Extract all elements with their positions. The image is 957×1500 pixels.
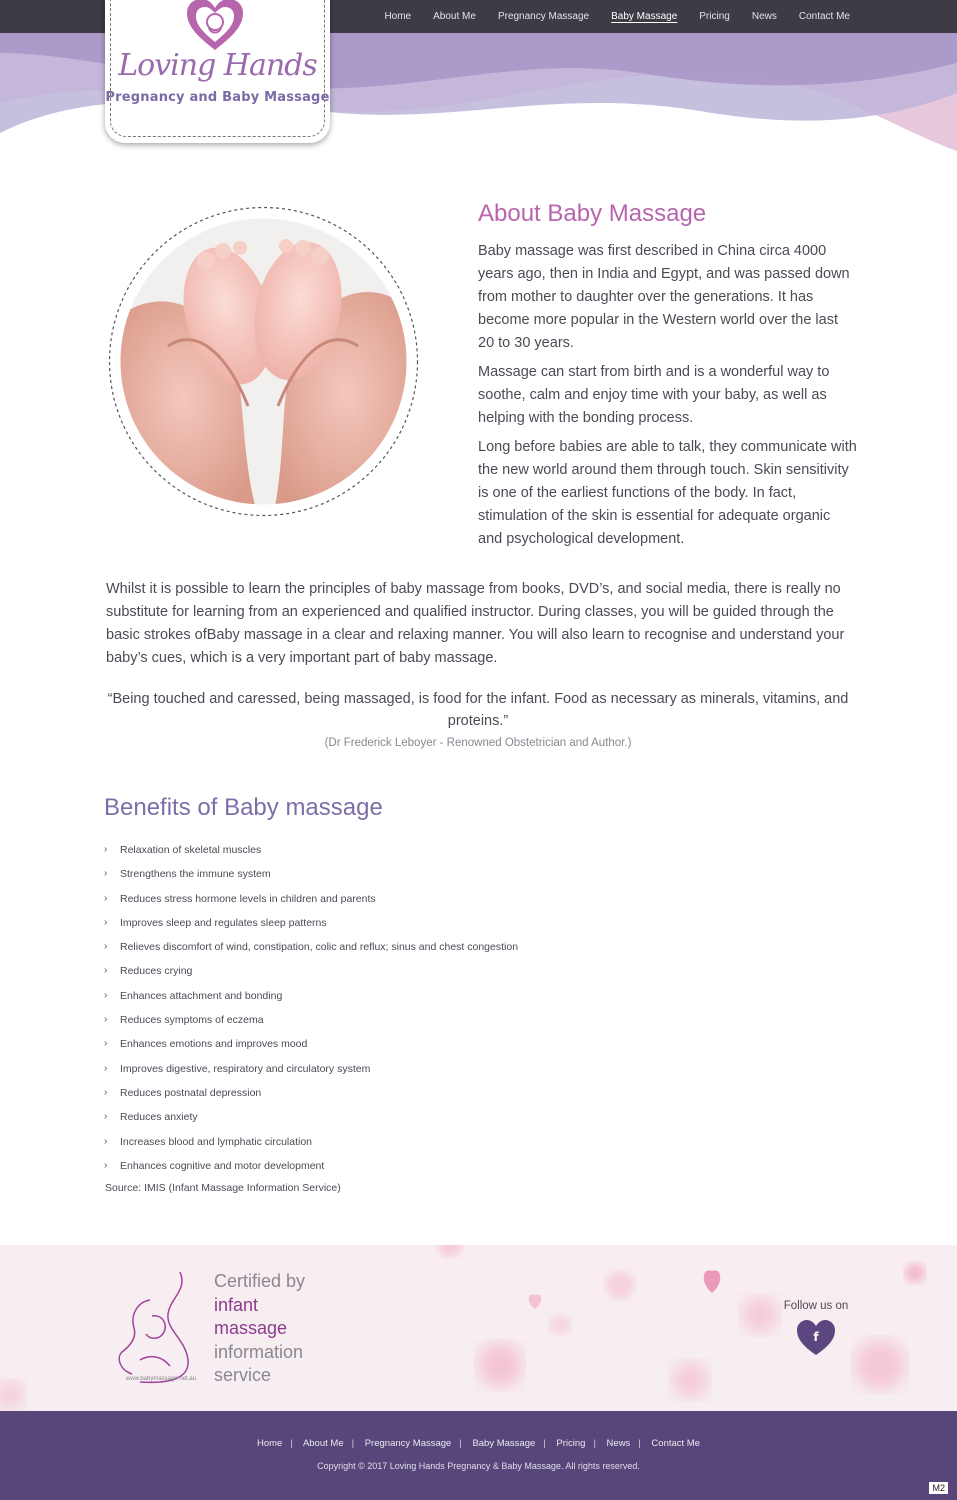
footer-separator: | bbox=[593, 1438, 596, 1449]
about-paragraph: Massage can start from birth and is a wonderful way to soothe, calm and enjoy time with your baby, as well as helping with the bonding process. bbox=[478, 364, 830, 426]
quote-citation: (Dr Frederick Leboyer - Renowned Obstetrician and Author.) bbox=[324, 737, 632, 749]
nav-home[interactable]: Home bbox=[384, 11, 412, 22]
list-item bbox=[104, 1130, 518, 1154]
copyright-text: Copyright © 2017 Loving Hands Pregnancy & Baby Massage. All rights reserved. bbox=[317, 1461, 640, 1471]
list-item bbox=[104, 1008, 518, 1032]
list-item bbox=[104, 1032, 518, 1056]
footer-separator: | bbox=[459, 1438, 462, 1449]
chevron-right-icon: › bbox=[104, 1111, 108, 1123]
nav-baby-massage[interactable]: Baby Massage bbox=[611, 11, 678, 22]
version-badge: M2 bbox=[929, 1482, 948, 1494]
chevron-right-icon: › bbox=[104, 1159, 108, 1171]
certified-line: information bbox=[214, 1341, 304, 1362]
heart-logo-icon bbox=[185, 0, 245, 52]
footer-nav bbox=[0, 1438, 957, 1449]
list-item-text: Relieves discomfort of wind, constipation, colic and reflux; sinus and chest congestion bbox=[120, 941, 519, 954]
chevron-right-icon: › bbox=[104, 965, 108, 977]
list-item bbox=[104, 1057, 518, 1081]
list-item bbox=[104, 838, 518, 862]
chevron-right-icon: › bbox=[104, 916, 108, 928]
chevron-right-icon: › bbox=[104, 1135, 108, 1147]
list-item-text: Enhances attachment and bonding bbox=[120, 989, 283, 1002]
benefits-title: Benefits of Baby massage bbox=[104, 794, 383, 821]
certified-line: infant bbox=[214, 1294, 259, 1315]
facebook-heart-button[interactable] bbox=[796, 1320, 836, 1356]
list-item bbox=[104, 935, 518, 959]
chevron-right-icon: › bbox=[104, 892, 108, 904]
certified-text bbox=[214, 1270, 305, 1388]
list-item bbox=[104, 984, 518, 1008]
list-item bbox=[104, 862, 518, 886]
list-item bbox=[104, 959, 518, 983]
about-text bbox=[478, 240, 858, 557]
benefits-list bbox=[104, 838, 518, 1178]
about-paragraph: Long before babies are able to talk, they communicate with the new world around them through touch. Skin sensitivity is one of the earliest functions of the body. In fact, stimulation of the skin is essential for adequate organic and psychological development. bbox=[478, 439, 857, 547]
site-footer bbox=[0, 1411, 957, 1500]
chevron-right-icon: › bbox=[104, 868, 108, 880]
facebook-icon: f bbox=[813, 1330, 819, 1344]
list-item bbox=[104, 1105, 518, 1129]
footer-link-about-me[interactable]: About Me bbox=[302, 1438, 344, 1449]
logo-script-text: Loving Hands bbox=[118, 48, 317, 83]
list-item-text: Reduces crying bbox=[120, 965, 193, 978]
footer-link-news[interactable]: News bbox=[606, 1438, 631, 1449]
footer-link-home[interactable]: Home bbox=[257, 1438, 283, 1449]
chevron-right-icon: › bbox=[104, 1014, 108, 1026]
list-item-text: Improves digestive, respiratory and circulatory system bbox=[120, 1062, 371, 1075]
main-nav bbox=[373, 0, 861, 33]
list-item bbox=[104, 887, 518, 911]
chevron-right-icon: › bbox=[104, 1038, 108, 1050]
list-item bbox=[104, 911, 518, 935]
benefits-source: Source: IMIS (Infant Massage Information Service) bbox=[105, 1182, 341, 1194]
footer-separator: | bbox=[290, 1438, 293, 1449]
nav-about-me[interactable]: About Me bbox=[433, 11, 476, 22]
chevron-right-icon: › bbox=[104, 941, 108, 953]
footer-separator: | bbox=[543, 1438, 546, 1449]
list-item-text: Reduces anxiety bbox=[120, 1111, 198, 1124]
about-title: About Baby Massage bbox=[478, 200, 707, 227]
certified-line: service bbox=[214, 1365, 272, 1385]
follow-us-label: Follow us on bbox=[783, 1300, 849, 1312]
footer-link-contact-me[interactable]: Contact Me bbox=[651, 1438, 700, 1449]
quote-text: “Being touched and caressed, being massaged, is food for the infant. Food as necessary as minerals, vitamins, and proteins.” bbox=[107, 691, 849, 729]
list-item-text: Enhances cognitive and motor development bbox=[120, 1159, 325, 1172]
list-item-text: Improves sleep and regulates sleep patterns bbox=[120, 916, 327, 929]
nav-pregnancy-massage[interactable]: Pregnancy Massage bbox=[497, 11, 590, 22]
learning-paragraph: Whilst it is possible to learn the principles of baby massage from books, DVD’s, and social media, there is really no substitute for learning from an experienced and qualified instructor. During classes, you will be guided through the basic strokes ofBaby massage in a clear and relaxing manner. You will also learn to recognise and understand your baby’s cues, which is a very important part of baby massage. bbox=[106, 581, 845, 666]
nav-contact-me[interactable]: Contact Me bbox=[798, 11, 850, 22]
footer-separator: | bbox=[351, 1438, 355, 1449]
baby-feet-photo bbox=[108, 206, 419, 517]
chevron-right-icon: › bbox=[104, 844, 108, 855]
about-paragraph: Baby massage was first described in China circa 4000 years ago, then in India and Egypt, and was passed down from mother to daughter over the generations. It has become more popular in the Western world over the last 20 to 30 years. bbox=[478, 243, 850, 351]
certified-line: Certified by bbox=[214, 1271, 306, 1291]
nav-pricing[interactable]: Pricing bbox=[699, 11, 730, 22]
footer-separator: | bbox=[638, 1438, 641, 1449]
list-item-text: Relaxation of skeletal muscles bbox=[120, 844, 262, 856]
list-item-text: Reduces stress hormone levels in children and parents bbox=[120, 892, 376, 905]
list-item-text: Enhances emotions and improves mood bbox=[120, 1038, 308, 1051]
logo-subtitle: Pregnancy and Baby Massage bbox=[105, 90, 330, 105]
list-item bbox=[104, 1154, 518, 1178]
list-item-text: Strengthens the immune system bbox=[120, 868, 271, 881]
footer-link-pricing[interactable]: Pricing bbox=[556, 1438, 586, 1449]
list-item bbox=[104, 1081, 518, 1105]
logo-card[interactable] bbox=[105, 0, 330, 143]
certified-line: massage bbox=[214, 1318, 288, 1338]
nav-news[interactable]: News bbox=[751, 11, 777, 22]
chevron-right-icon: › bbox=[104, 1086, 108, 1098]
list-item-text: Increases blood and lymphatic circulation bbox=[120, 1135, 313, 1148]
imis-logo-icon bbox=[110, 1270, 210, 1388]
footer-link-baby-massage[interactable]: Baby Massage bbox=[472, 1438, 536, 1449]
footer-link-pregnancy-massage[interactable]: Pregnancy Massage bbox=[364, 1438, 452, 1449]
chevron-right-icon: › bbox=[104, 1062, 108, 1074]
list-item-text: Reduces symptoms of eczema bbox=[120, 1014, 264, 1027]
imis-url: www.babymassage.net.au bbox=[126, 1376, 197, 1382]
list-item-text: Reduces postnatal depression bbox=[120, 1086, 262, 1099]
chevron-right-icon: › bbox=[104, 989, 108, 1001]
